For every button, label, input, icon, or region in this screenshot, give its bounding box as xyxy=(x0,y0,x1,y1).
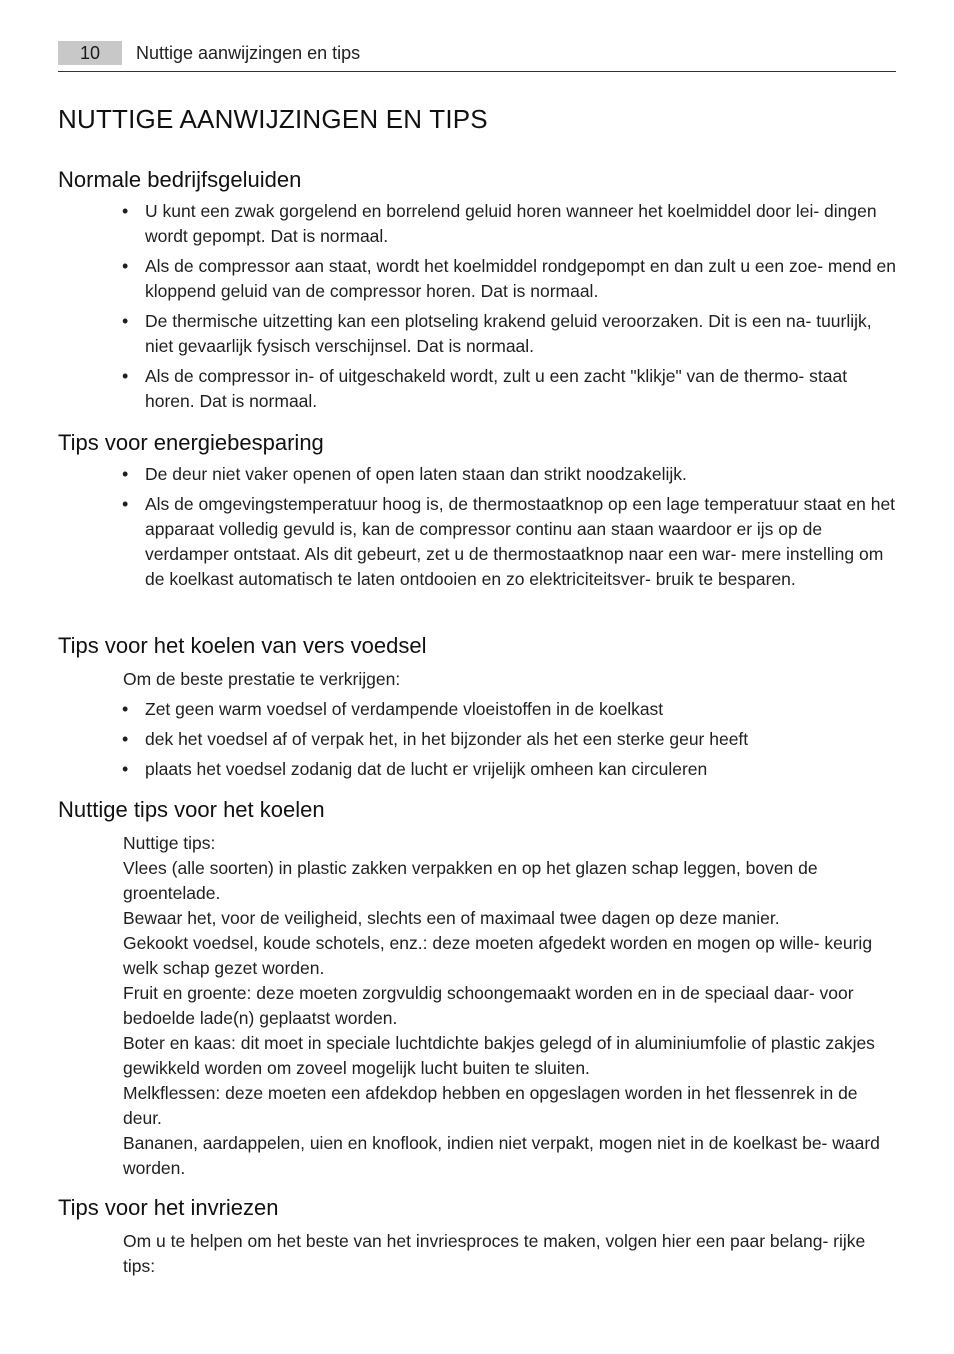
list-item: • De deur niet vaker openen of open laten staan dan strikt noodzakelijk. xyxy=(58,462,898,487)
paragraph-line: Gekookt voedsel, koude schotels, enz.: deze moeten afgedekt worden en mogen op wille- keurig welk schap gezet worden. xyxy=(123,933,873,978)
paragraph-line: Om u te helpen om het beste van het invriesproces te maken, volgen hier een paar belang- rijke tips: xyxy=(123,1231,866,1276)
bullet-icon: • xyxy=(122,464,129,484)
bullet-icon: • xyxy=(122,729,129,749)
paragraph-line: Fruit en groente: deze moeten zorgvuldig schoongemaakt worden en in de speciaal daar- voor bedoelde lade(n) geplaatst worden. xyxy=(123,983,854,1028)
page-header xyxy=(58,39,896,72)
section-useful-cooling-tips xyxy=(58,796,898,1181)
bullet-icon: • xyxy=(122,699,129,719)
paragraph-line: Melkflessen: deze moeten een afdekdop hebben en opgeslagen worden in het flessenrek in de deur. xyxy=(123,1083,858,1128)
bullet-icon: • xyxy=(122,201,129,221)
bullet-list xyxy=(58,462,898,592)
list-item: • De thermische uitzetting kan een plotseling krakend geluid veroorzaken. Dit is een na- tuurlijk, niet gevaarlijk fysisch verschijnsel. Dat is normaal. xyxy=(122,311,872,356)
section-heading: Tips voor energiebesparing xyxy=(58,430,324,455)
list-item: • U kunt een zwak gorgelend en borrelend geluid horen wanneer het koelmiddel door lei- dingen wordt gepompt. Dat is normaal. xyxy=(122,201,877,246)
bullet-icon: • xyxy=(122,366,129,386)
text-block xyxy=(58,1229,898,1279)
section-normal-operating-sounds xyxy=(58,166,898,414)
paragraph-line: Boter en kaas: dit moet in speciale luchtdichte bakjes gelegd of in aluminiumfolie of plastic zakjes gewikkeld worden om zoveel mogelijk lucht buiten te sluiten. xyxy=(123,1033,875,1078)
bullet-icon: • xyxy=(122,311,129,331)
list-item: • plaats het voedsel zodanig dat de lucht er vrijelijk omheen kan circuleren xyxy=(58,757,898,782)
bullet-icon: • xyxy=(122,759,129,779)
text-block xyxy=(58,831,898,1181)
paragraph-line: Bewaar het, voor de veiligheid, slechts een of maximaal twee dagen op deze manier. xyxy=(123,908,780,928)
running-header-title: Nuttige aanwijzingen en tips xyxy=(136,43,361,63)
section-heading: Tips voor het invriezen xyxy=(58,1195,279,1220)
section-intro: Om de beste prestatie te verkrijgen: xyxy=(123,669,401,689)
bullet-list xyxy=(58,697,898,782)
list-item: • Als de compressor aan staat, wordt het koelmiddel rondgepompt en dan zult u een zoe- mend en kloppend geluid van de compressor horen. Dat is normaal. xyxy=(122,256,896,301)
section-heading: Normale bedrijfsgeluiden xyxy=(58,167,302,192)
page-number: 10 xyxy=(58,41,122,65)
paragraph-line: Nuttige tips: xyxy=(123,833,216,853)
paragraph-line: Bananen, aardappelen, uien en knoflook, indien niet verpakt, mogen niet in de koelkast be- waard worden. xyxy=(123,1133,880,1178)
list-item: • Als de omgevingstemperatuur hoog is, de thermostaatknop op een lage temperatuur staat en het apparaat volledig gevuld is, kan de compressor continu aan staan waardoor er ijs op de verdamper ontstaat. Als dit gebeurt, zet u de thermostaatknop naar een war- mere instelling om de koelkast automatisch te laten ontdooien en zo elektriciteitsver- bruik te besparen. xyxy=(122,494,896,589)
section-heading: Nuttige tips voor het koelen xyxy=(58,797,325,822)
paragraph-line: Vlees (alle soorten) in plastic zakken verpakken en op het glazen schap leggen, boven de groentelade. xyxy=(123,858,818,903)
section-fresh-food-cooling-tips xyxy=(58,632,898,782)
bullet-icon: • xyxy=(122,494,129,514)
list-item: • Als de compressor in- of uitgeschakeld wordt, zult u een zacht "klikje" van de thermo- staat horen. Dat is normaal. xyxy=(122,366,848,411)
bullet-list xyxy=(58,199,898,414)
section-energy-saving-tips xyxy=(58,429,898,592)
bullet-icon: • xyxy=(122,256,129,276)
list-item: • Zet geen warm voedsel of verdampende vloeistoffen in de koelkast xyxy=(58,697,898,722)
page-title: NUTTIGE AANWIJZINGEN EN TIPS xyxy=(58,104,488,134)
section-heading: Tips voor het koelen van vers voedsel xyxy=(58,633,427,658)
list-item: • dek het voedsel af of verpak het, in het bijzonder als het een sterke geur heeft xyxy=(58,727,898,752)
section-freezing-tips xyxy=(58,1194,898,1279)
